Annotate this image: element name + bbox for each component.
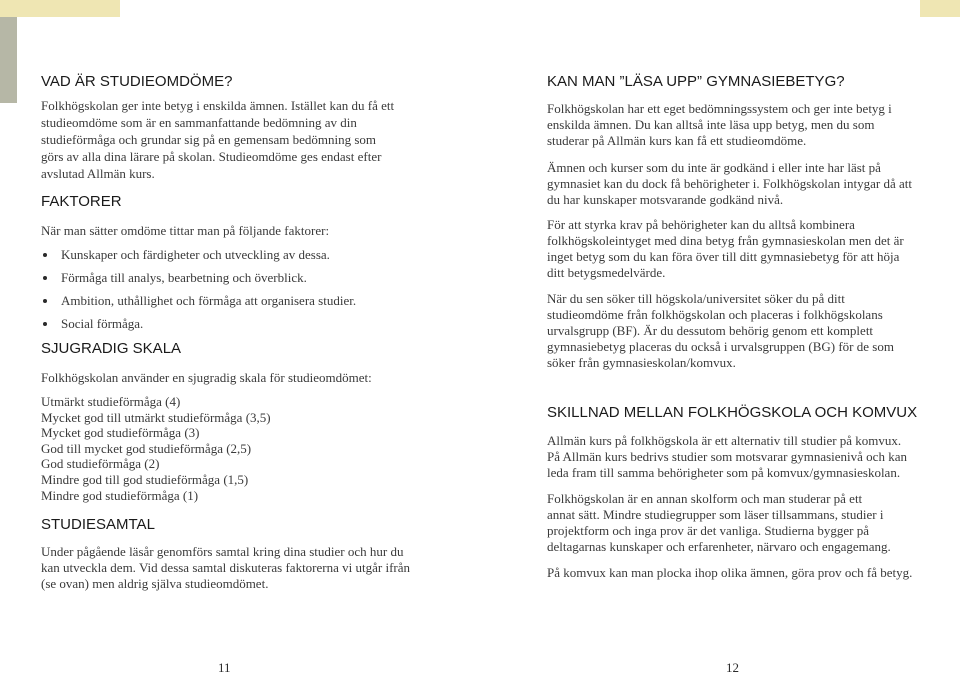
scale-item: Mindre god till god studieförmåga (1,5) <box>41 471 249 487</box>
heading-sjugradig-skala: SJUGRADIG SKALA <box>41 340 182 357</box>
scale-item: Mindre god studieförmåga (1) <box>41 487 199 503</box>
paragraph-behorigheter: Ämnen och kurser som du inte är godkänd i eller inte har läst på gymnasiet kan du dock få behörigheter i. Folkhögskolan intygar då att du har kunskaper motsvarande godkänd nivå. <box>547 160 912 207</box>
list-item: Förmåga till analys, bearbetning och överblick. <box>41 270 431 293</box>
page-number-right: 12 <box>726 660 739 675</box>
heading-faktorer: FAKTORER <box>41 193 122 210</box>
heading-skillnad-folkhogskola-komvux: SKILLNAD MELLAN FOLKHÖGSKOLA OCH KOMVUX <box>547 404 918 421</box>
list-item: Ambition, uthållighet och förmåga att organisera studier. <box>41 293 431 316</box>
decorative-left-bar <box>0 17 17 103</box>
paragraph-bedomningssystem: Folkhögskolan har ett eget bedömningssystem och ger inte betyg i enskilda ämnen. Du kan alltså inte läsa upp betyg, men du som studerar på Allmän kurs kan få ett studieomdöme. <box>547 101 892 148</box>
paragraph-faktorer-intro: När man sätter omdöme tittar man på följande faktorer: <box>41 223 330 238</box>
scale-item: Mycket god till utmärkt studieförmåga (3,5) <box>41 409 271 425</box>
list-item: Kunskaper och färdigheter och utveckling av dessa. <box>41 247 431 270</box>
decorative-top-right-bar <box>920 0 960 17</box>
paragraph-skala-intro: Folkhögskolan använder en sjugradig skala för studieomdömet: <box>41 370 372 385</box>
paragraph-annan-skolform: Folkhögskolan är en annan skolform och man studerar på ett annat sätt. Mindre studiegrupper som läser tillsammans, studier i projektform och inga prov är det vanliga. Studierna bygger på deltagarnas kunskaper och erfarenheter, närvaro och engagemang. <box>547 491 891 554</box>
scale-item: God studieförmåga (2) <box>41 456 160 472</box>
scale-item: God till mycket god studieförmåga (2,5) <box>41 440 252 456</box>
paragraph-hogskola: När du sen söker till högskola/universitet söker du på ditt studieomdöme från folkhögskolan och placeras i folkhögskolans urvalsgrupp (BF). Är du dessutom behörig genom ett komplett gymnasiebetyg placeras du också i urvalsgruppen (BG) för de som söker från gymnasieskolan/komvux. <box>547 291 894 370</box>
page-number-left: 11 <box>218 660 231 675</box>
factors-list <box>41 247 431 339</box>
paragraph-studiesamtal: Under pågående läsår genomförs samtal kring dina studier och hur du kan utveckla dem. Vid dessa samtal diskuteras faktorerna vi utgår ifrån (se ovan) men aldrig själva studieomdömet. <box>41 544 410 591</box>
paragraph-allman-kurs: Allmän kurs på folkhögskola är ett alternativ till studier på komvux. På Allmän kurs bedrivs studier som motsvarar gymnasienivå och kan leda fram till samma behörigheter som på komvux/gymnasieskolan. <box>547 433 907 480</box>
paragraph-studieomdome: Folkhögskolan ger inte betyg i enskilda ämnen. Istället kan du få ett studieomdöme som är en sammanfattande bedömning av din studieförmåga och grundar sig på en gemensam bedömning som görs av alla dina lärare på skolan. Studieomdöme ges endast efter avslutad Allmän kurs. <box>41 98 395 181</box>
scale-item: Utmärkt studieförmåga (4) <box>41 394 181 409</box>
scale-list <box>41 394 271 503</box>
list-item: Social förmåga. <box>41 316 431 339</box>
paragraph-komvux: På komvux kan man plocka ihop olika ämnen, göra prov och få betyg. <box>547 565 913 580</box>
heading-studiesamtal: STUDIESAMTAL <box>41 516 155 533</box>
decorative-top-bar <box>0 0 120 17</box>
paragraph-styrka-krav: För att styrka krav på behörigheter kan du alltså kombinera folkhögskoleintyget med dina betyg från gymnasieskolan men det är inget betyg som du kan föra över till ditt gymnasiebetyg för att höja ditt betygsmedelvärde. <box>547 217 904 280</box>
heading-vad-ar-studieomdome: VAD ÄR STUDIEOMDÖME? <box>41 73 233 90</box>
heading-lasa-upp-gymnasiebetyg: KAN MAN ”LÄSA UPP” GYMNASIEBETYG? <box>547 73 845 90</box>
scale-item: Mycket god studieförmåga (3) <box>41 425 200 441</box>
